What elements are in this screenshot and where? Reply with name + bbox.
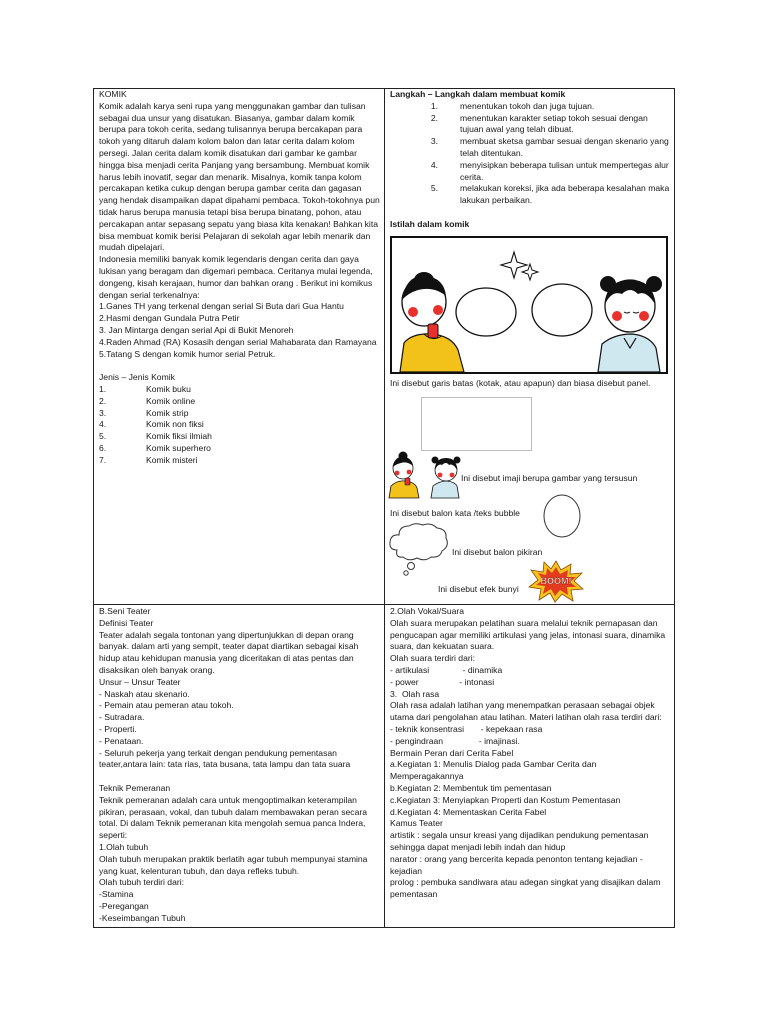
row-divider [94, 604, 674, 605]
list-item: 4. Komik non fiksi [99, 419, 204, 430]
teater-line: - Naskah atau skenario. [99, 688, 190, 699]
teater-title: B.Seni Teater [99, 606, 151, 616]
langkah-title: Langkah – Langkah dalam membuat komik [390, 89, 566, 99]
list-item: 7. Komik misteri [99, 454, 198, 465]
list-item: 5. melakukan koreksi, jika ada beberapa kesalahan maka lakukan perbaikan. [430, 183, 670, 206]
boom-effect-icon [528, 560, 584, 602]
list-item: 2. Komik online [99, 395, 196, 406]
teater-line: Unsur – Unsur Teater [99, 676, 181, 687]
olah-line: Olah rasa adalah latihan yang menempatkan perasaan sebagai objek utama dari pengolahan atau latihan. Materi latihan olah rasa terdiri dari: [390, 700, 662, 723]
list-item: 6. Komik superhero [99, 442, 211, 453]
teater-line: Definisi Teater [99, 617, 154, 628]
olah-line: c.Kegiatan 3: Menyiapkan Properti dan Kostum Pementasan [390, 794, 621, 805]
olah-line: 3. Olah rasa [390, 688, 440, 699]
olah-line: artistik : segala unsur kreasi yang dijadikan pendukung pementasan sehingga dapat menjadi lebih indah dan hidup [390, 830, 651, 852]
teater-cell [99, 606, 381, 925]
imaji-caption: Ini disebut imaji berupa gambar yang tersusun [461, 473, 638, 483]
komik-paragraph-2: Indonesia memiliki banyak komik legendaris dengan cerita dan gaya lukisan yang beragam dan digemari pembaca. Ceritanya mulai legenda, dongeng, kisah kerajaan, humor dan bahkan orang . Berikut ini komikus dengan serial terkenalnya: [99, 254, 376, 300]
komikus-item: 4.Raden Ahmad (RA) Kosasih dengan serial Mahabarata dan Ramayana [99, 336, 377, 347]
sparkle-icon [522, 264, 538, 280]
olah-line: d.Kegiatan 4: Mementaskan Cerita Fabel [390, 806, 547, 817]
teater-line: Olah tubuh terdiri dari: [99, 877, 185, 888]
sparkle-icon [501, 252, 527, 278]
girl-blue-icon [598, 276, 662, 372]
komik-cell [99, 89, 381, 467]
list-item: 1. menentukan tokoh dan juga tujuan. [430, 100, 595, 111]
speech-bubble-icon [456, 288, 516, 336]
teater-line: Teknik Pemeranan [99, 782, 171, 793]
comic-panel-drawing [392, 238, 666, 372]
girl-yellow-icon [400, 272, 464, 372]
panel-example-box [421, 397, 532, 451]
teater-line: Teknik pemeranan adalah cara untuk mengoptimalkan keterampilan pikiran, perasaan, vokal, dan tubuh dalam membawakan peran secara total. Di dalam Teknik pemeranan kita mengolah semua panca Indera, seperti: [99, 794, 370, 841]
efek-bunyi-caption: Ini disebut efek bunyi [438, 584, 519, 594]
teater-line: -Keseimbangan Tubuh [99, 912, 186, 923]
istilah-title: Istilah dalam komik [390, 219, 470, 229]
langkah-cell [390, 89, 672, 207]
teater-line: 1.Olah tubuh [99, 841, 149, 852]
olah-line: Kamus Teater [390, 818, 443, 829]
olah-line: - pengindraan - imajinasi. [390, 735, 520, 746]
jenis-komik-title: Jenis – Jenis Komik [99, 372, 175, 383]
imaji-illustration [387, 448, 465, 498]
komikus-item: 2.Hasmi dengan Gundala Putra Petir [99, 313, 240, 324]
teater-line: -Stamina [99, 889, 134, 900]
komik-title: KOMIK [99, 89, 127, 99]
list-item: 2. menentukan karakter setiap tokoh sesuai dengan tujuan awal yang telah dibuat. [430, 112, 648, 135]
olah-line: narator : orang yang bercerita kepada penonton tentang kejadian - kejadian [390, 853, 646, 876]
list-item: 5. Komik fiksi ilmiah [99, 431, 212, 442]
olah-line: Olah suara merupakan pelatihan suara melalui teknik pernapasan dan pengucapan agar memiliki artikulasi yang jelas, intonasi suara, dinamika suara, dan kekuatan suara. [390, 617, 668, 652]
olah-title: 2.Olah Vokal/Suara [390, 606, 465, 616]
olah-line: - power - intonasi [390, 676, 495, 687]
girl-yellow-icon [389, 452, 419, 499]
langkah-list [390, 101, 672, 207]
komikus-item: 5.Tatang S dengan komik humor serial Petruk. [99, 348, 276, 359]
list-item: 4. menyisipkan beberapa tulisan untuk mempertegas alur cerita. [430, 159, 669, 182]
teater-line: - Pemain atau pemeran atau tokoh. [99, 700, 234, 711]
balon-kata-caption: Ini disebut balon kata /teks bubble [390, 508, 520, 518]
thought-bubble-icon [387, 520, 451, 578]
panel-caption: Ini disebut garis batas (kotak, atau apapun) dan biasa disebut panel. [390, 378, 651, 388]
teater-line: Olah tubuh merupakan praktik berlatih agar tubuh mempunyai stamina yang kuat, kelenturan tubuh, dan daya refleks tubuh. [99, 853, 370, 876]
teater-line: - Properti. [99, 723, 137, 734]
column-divider [384, 89, 385, 927]
olah-line: - teknik konsentrasi - kepekaan rasa [390, 723, 543, 734]
komikus-item: 3. Jan Mintarga dengan serial Api di Bukit Menoreh [99, 324, 294, 335]
teater-line: - Penataan. [99, 735, 144, 746]
list-item: 3. Komik strip [99, 407, 189, 418]
girl-blue-icon [431, 457, 461, 499]
list-item: 3. membuat sketsa gambar sesuai dengan skenario yang telah ditentukan. [430, 136, 669, 158]
olah-line: prolog : pembuka sandiwara atau adegan singkat yang disajikan dalam pementasan [390, 877, 663, 900]
olah-line: - artikulasi - dinamika [390, 664, 503, 675]
teater-line: Teater adalah segala tontonan yang dipertunjukkan di depan orang banyak. dalam arti yang sempit, teater dapat diartikan sebagai kisah hidup atau kehidupan manusia yang diceritakan di atas pentas dan disaksikan oleh banyak orang. [99, 629, 361, 675]
komikus-item: 1.Ganes TH yang terkenal dengan serial Si Buta dari Gua Hantu [99, 301, 344, 312]
boom-word: BOOM! [540, 576, 572, 586]
olah-line: Bermain Peran dari Cerita Fabel [390, 747, 514, 758]
komik-paragraph-1: Komik adalah karya seni rupa yang menggunakan gambar dan tulisan sebagai dua unsur yang disatukan. Biasanya, gambar dalam komik berupa para tokoh cerita, sedang tulisannya berupa bercakapan para tokoh yang ditaruh dalam kolom balon dan latar cerita dalam kolom persegi. Jalan cerita dalam komik disatukan dari gambar ke gambar hingga bisa menjadi cerita Panjang yang bersambung. Membuat komik harus lebih inovatif, segar dan menarik. Misalnya, komik tanpa kolom percakapan ketika cukup dengan berupa gambar cerita dan gagasan yang hendak disampaikan dapat dipahami pembaca. Tokoh-tokohnya pun tidak harus berupa manusia tetapi bisa berupa binatang, pohon, atau percakapan antar sepasang sepatu yang biasa kita kenakan! Bahkan kita bisa membuat komik berisi Pelajaran di sekolah agar lebih menarik dan mudah dipelajari. [99, 100, 383, 253]
list-item: 1. Komik buku [99, 383, 191, 394]
olah-line: a.Kegiatan 1: Menulis Dialog pada Gambar Cerita dan Memperagakannya [390, 759, 599, 782]
olah-line: b.Kegiatan 2: Membentuk tim pementasan [390, 782, 552, 793]
jenis-komik-list [99, 384, 381, 467]
olah-cell [390, 606, 672, 901]
balon-pikiran-caption: Ini disebut balon pikiran [452, 547, 543, 557]
text-bubble-icon [542, 493, 582, 539]
teater-line: - Seluruh pekerja yang terkait dengan pendukung pementasan teater,antara lain: tata rias, tata busana, tata lampu dan tata suara [99, 747, 351, 770]
olah-line: Olah suara terdiri dari: [390, 653, 476, 664]
teater-line: - Sutradara. [99, 712, 145, 723]
speech-bubble-icon [532, 284, 592, 336]
teater-line: -Peregangan [99, 900, 149, 911]
comic-panel-illustration [390, 236, 668, 374]
